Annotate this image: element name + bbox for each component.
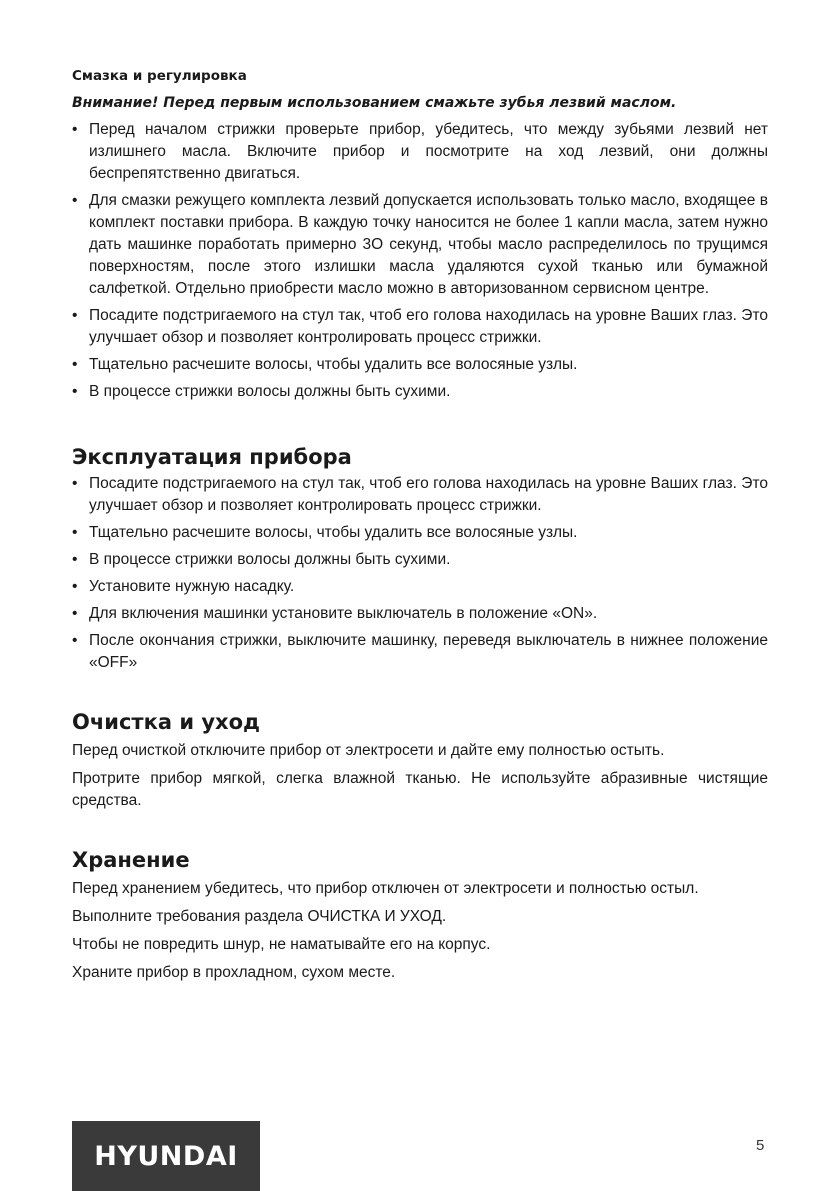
cleaning-heading: Очистка и уход xyxy=(72,710,260,734)
list-item: • В процессе стрижки волосы должны быть сухими. xyxy=(72,549,768,571)
storage-paragraph: Выполните требования раздела ОЧИСТКА И УХОД. xyxy=(72,908,447,925)
list-item: • Перед началом стрижки проверьте прибор, убедитесь, что между зубьями лезвий нет излишнего масла. Включите прибор и посмотрите на ход лезвий, они должны беспрепятственно двигаться. xyxy=(72,119,768,185)
list-item: • Тщательно расчешите волосы, чтобы удалить все волосяные узлы. xyxy=(72,522,768,544)
list-item: • Тщательно расчешите волосы, чтобы удалить все волосяные узлы. xyxy=(72,354,768,376)
list-item: • В процессе стрижки волосы должны быть сухими. xyxy=(72,381,768,403)
storage-paragraph: Перед хранением убедитесь, что прибор отключен от электросети и полностью остыл. xyxy=(72,880,699,897)
cleaning-paragraph: Перед очисткой отключите прибор от электросети и дайте ему полностью остыть. xyxy=(72,742,665,759)
manual-page xyxy=(72,66,768,990)
list-item: • Посадите подстригаемого на стул так, чтоб его голова находилась на уровне Ваших глаз. Это улучшает обзор и позволяет контролировать процесс стрижки. xyxy=(72,305,768,349)
brand-logo-text: HYUNDAI xyxy=(94,1140,238,1172)
brand-logo xyxy=(72,1121,260,1191)
lubrication-heading: Смазка и регулировка xyxy=(72,68,247,84)
storage-heading: Хранение xyxy=(72,848,190,872)
list-item: • После окончания стрижки, выключите машинку, переведя выключатель в нижнее положение «OFF» xyxy=(72,630,768,674)
storage-paragraph: Храните прибор в прохладном, сухом месте. xyxy=(72,964,396,981)
list-item: • Посадите подстригаемого на стул так, чтоб его голова находилась на уровне Ваших глаз. Это улучшает обзор и позволяет контролировать процесс стрижки. xyxy=(72,473,768,517)
page-number: 5 xyxy=(756,1137,765,1154)
lubrication-warning: Внимание! Перед первым использованием смажьте зубья лезвий маслом. xyxy=(72,95,677,111)
list-item: • Для смазки режущего комплекта лезвий допускается использовать только масло, входящее в комплект поставки прибора. В каждую точку наносится не более 1 капли масла, затем нужно дать машинке поработать примерно 3О секунд, чтобы масло распределилось по трущимся поверхностям, после этого излишки масла удаляются сухой тканью или бумажной салфеткой. Отдельно приобрести масло можно в авторизованном сервисном центре. xyxy=(72,190,768,300)
operation-heading: Эксплуатация прибора xyxy=(72,445,352,469)
lubrication-list xyxy=(72,119,768,403)
operation-list xyxy=(72,473,768,674)
cleaning-paragraph: Протрите прибор мягкой, слегка влажной тканью. Не используйте абразивные чистящие средства. xyxy=(72,770,768,809)
list-item: • Установите нужную насадку. xyxy=(72,576,768,598)
storage-paragraph: Чтобы не повредить шнур, не наматывайте его на корпус. xyxy=(72,936,491,953)
list-item: • Для включения машинки установите выключатель в положение «ON». xyxy=(72,603,768,625)
